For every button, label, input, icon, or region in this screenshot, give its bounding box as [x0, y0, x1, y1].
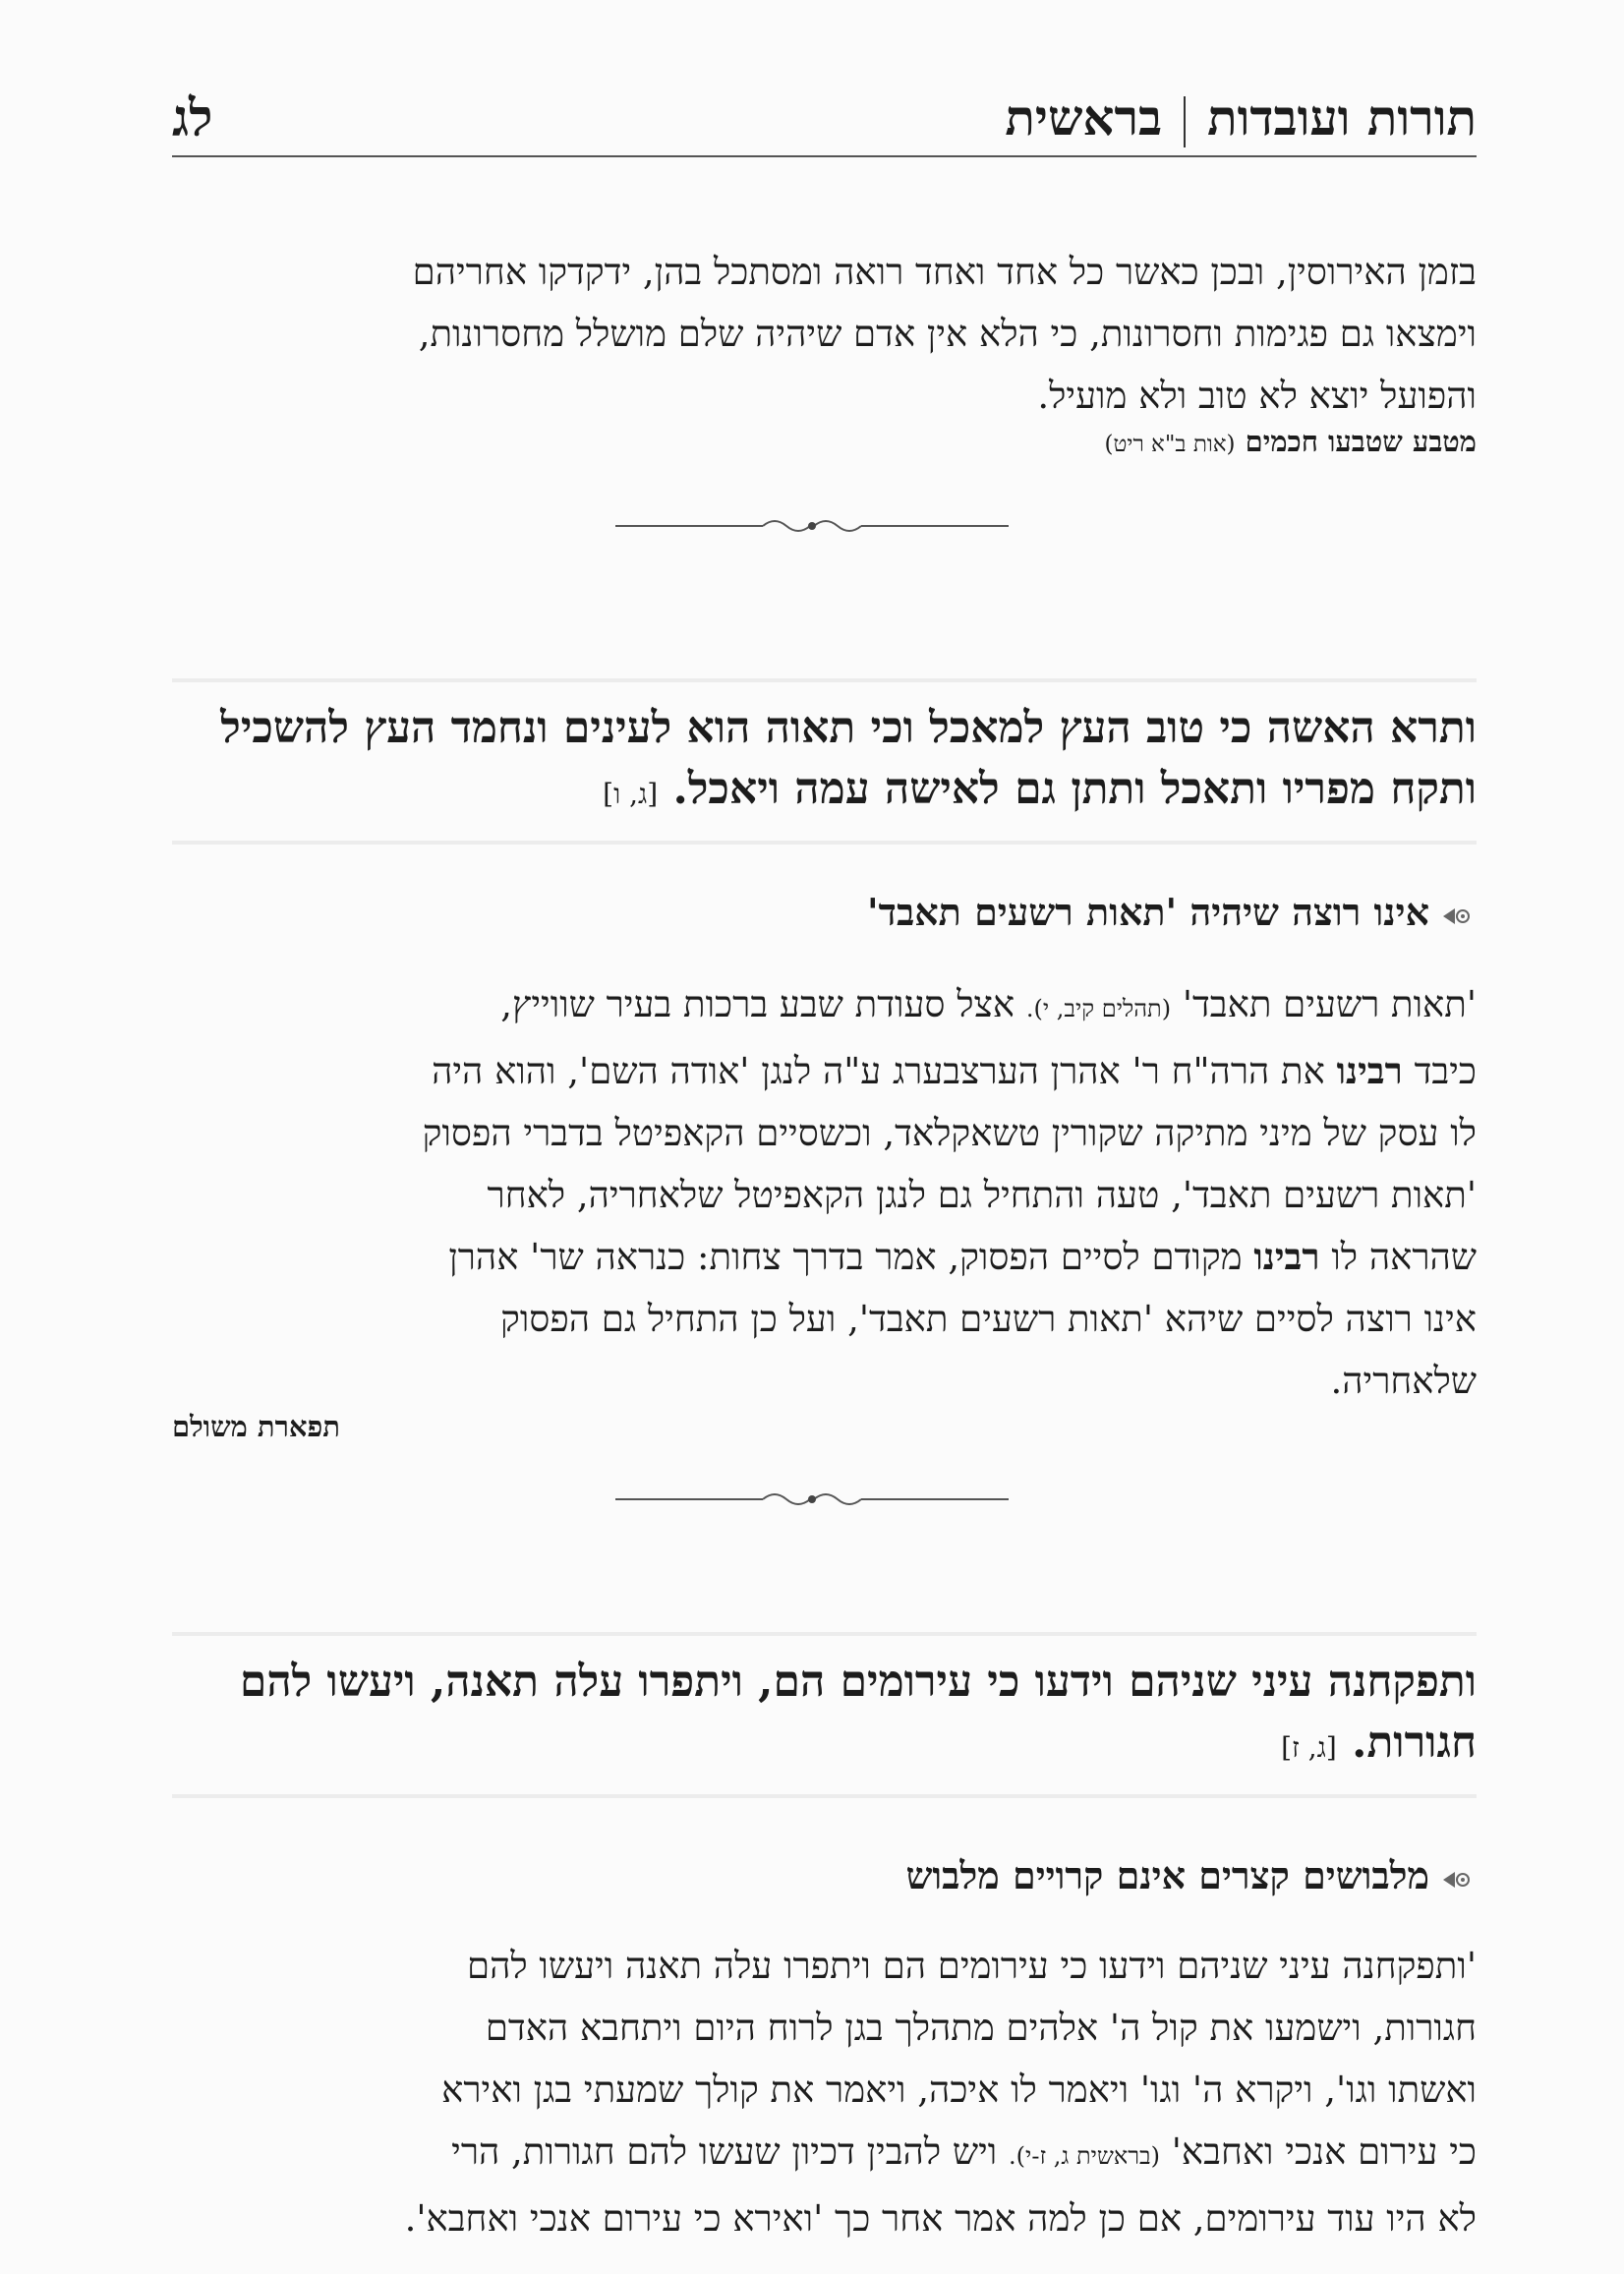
section-name: בראשית — [1005, 88, 1163, 146]
paragraph-line: ואשתו וגו', ויקרא ה' וגו' ויאמר לו איכה, ויאמר את קולך שמעתי בגן ואירא — [441, 2069, 1477, 2111]
running-header — [172, 79, 1477, 157]
paragraph-line: שלאחריה. — [1330, 1360, 1477, 1402]
paragraph-line: שהראה לו רבינו מקודם לסיים הפסוק, אמר בדרך צחות: כנראה שר' אהרן — [448, 1235, 1477, 1278]
leaf-bullet-icon — [1441, 1868, 1477, 1892]
paragraph-line: לו עסק של מיני מתיקה שקורין טשאקלאד, וכשסיים הקאפיטל בדברי הפסוק — [422, 1112, 1477, 1154]
paragraph-line: חגורות, וישמעו את קול ה' אלהים מתהלך בגן לרוח היום ויתחבא האדם — [485, 2007, 1477, 2049]
verse-box — [172, 1632, 1477, 1798]
book-title: תורות ועובדות — [1207, 88, 1477, 146]
section-heading: מלבושים קצרים אינם קרויים מלבוש — [172, 1853, 1477, 1898]
verse-text: ותרא האשה כי טוב העץ למאכל וכי תאוה הוא לעינים ונחמד העץ להשכיל ותקח מפריו ותאכל ותתן גם לאישה עמה ויאכל. — [220, 703, 1477, 814]
story-paragraph — [172, 1935, 1477, 2249]
verse-text: ותפקחנה עיני שניהם וידעו כי עירומים הם, ויתפרו עלה תאנה, ויעשו להם חגורות. — [239, 1657, 1477, 1768]
paragraph-line: כיבד רבינו את הרה"ח ר' אהרן הערצבערג ע"ה לנגן 'אודה השם', והוא היה — [432, 1049, 1477, 1092]
paragraph-line: לא היו עוד עירומים, אם כן למה אמר אחר כך 'ואירא כי עירום אנכי ואחבא'. — [404, 2197, 1477, 2240]
paragraph-line: וימצאו גם פגימות וחסרונות, כי הלא אין אדם שיהיה שלם מושלל מחסרונות, — [418, 313, 1477, 355]
paragraph-line: אינו רוצה לסיים שיהא 'תאות רשעים תאבד', ועל כן התחיל גם הפסוק — [500, 1298, 1477, 1340]
continued-paragraph — [172, 241, 1477, 459]
verse-reference: [ג, ו] — [603, 778, 659, 810]
verse-reference: [ג, ז] — [1281, 1731, 1337, 1764]
story-paragraph — [172, 973, 1477, 1444]
running-title — [1005, 88, 1477, 147]
verse-box — [172, 678, 1477, 845]
section-heading: אינו רוצה שיהיה 'תאות רשעים תאבד' — [172, 890, 1477, 935]
paragraph-line: 'ותפקחנה עיני שניהם וידעו כי עירומים הם ויתפרו עלה תאנה ויעשו להם — [466, 1945, 1477, 1987]
paragraph-line: והפועל יוצא לא טוב ולא מועיל. — [1037, 375, 1477, 417]
ornament-divider-icon — [0, 1485, 1624, 1514]
header-separator — [1184, 96, 1186, 147]
leaf-bullet-icon — [1441, 904, 1477, 928]
source-citation: תפארת משולם — [172, 1410, 340, 1443]
ornament-divider-icon — [0, 511, 1624, 541]
paragraph-line: 'תאות רשעים תאבד', טעה והתחיל גם לנגן הקאפיטל שלאחריה, לאחר — [487, 1174, 1477, 1216]
paragraph-line: 'תאות רשעים תאבד' (תהלים קיב, י). אצל סעודת שבע ברכות בעיר שווייץ, — [500, 983, 1477, 1025]
page-number: לג — [172, 88, 213, 148]
source-citation: מטבע שטבעו חכמים (אות ב"א ריט) — [1104, 425, 1477, 458]
paragraph-line: כי עירום אנכי ואחבא' (בראשית ג, ז-י). ויש להבין דכיון שעשו להם חגורות, הרי — [451, 2130, 1477, 2173]
paragraph-line: בזמן האירוסין, ובכן כאשר כל אחד ואחד רואה ומסתכל בהן, ידקדקו אחריהם — [412, 251, 1477, 293]
